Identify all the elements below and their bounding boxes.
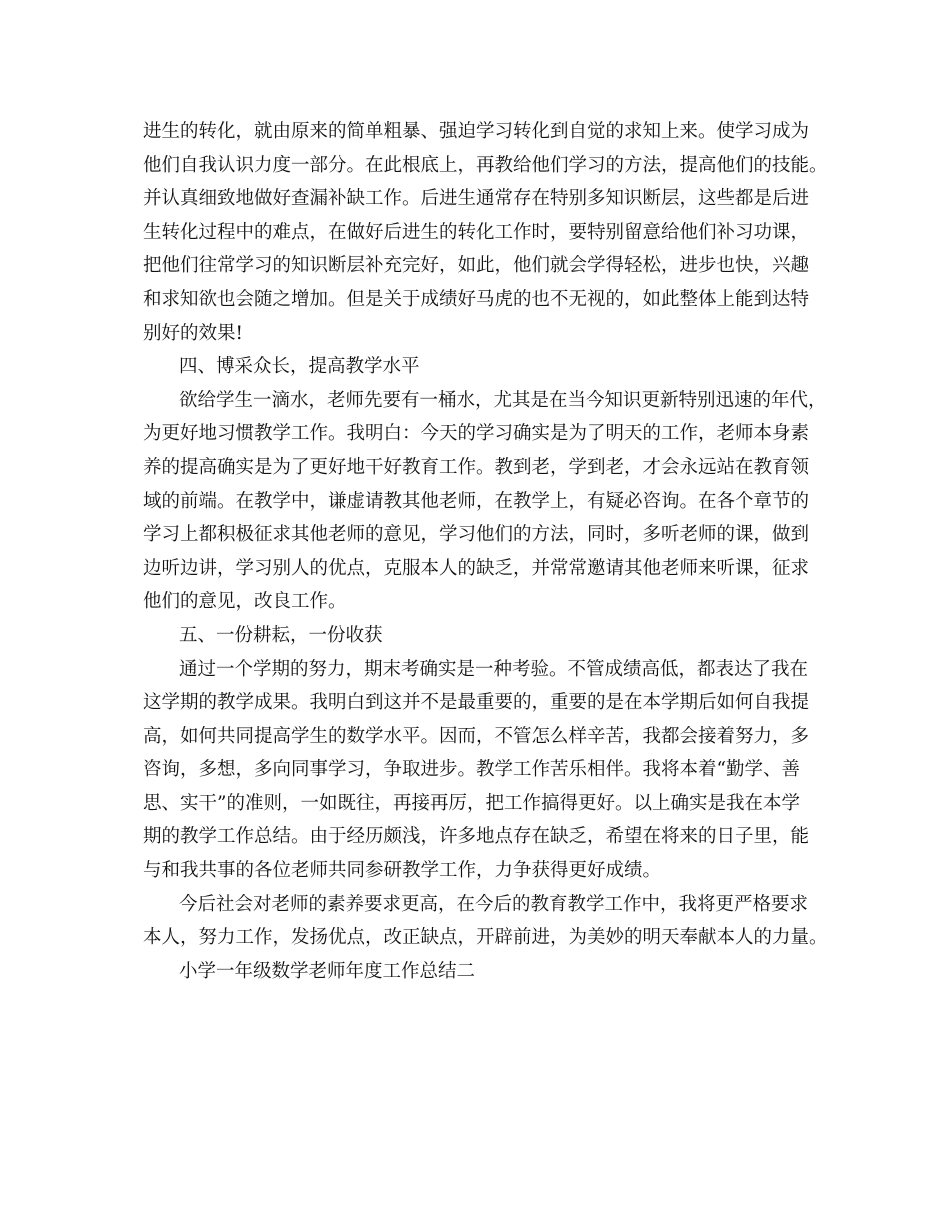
section-heading-5: 五、一份耕耘，一份收获 <box>179 624 383 646</box>
text-line: 和求知欲也会随之增加。但是关于成绩好马虎的也不无视的，如此整体上能到达特 <box>143 288 810 310</box>
text-line: 边听边讲，学习别人的优点，克服本人的缺乏，并常常邀请其他老师来听课，征求 <box>143 557 810 579</box>
text-line: 咨询，多想，多向同事学习，争取进步。教学工作苦乐相伴。我将本着“勤学、善 <box>143 759 800 781</box>
text-line: 高，如何共同提高学生的数学水平。因而，不管怎么样辛苦，我都会接着努力，多 <box>143 725 810 747</box>
text-line: 本人，努力工作，发扬优点，改正缺点，开辟前进，为美妙的明天奉献本人的力量。 <box>143 927 828 949</box>
text-line: 养的提高确实是为了更好地干好教育工作。教到老，学到老，才会永远站在教育领 <box>143 456 810 478</box>
section-title: 小学一年级数学老师年度工作总结二 <box>179 960 476 982</box>
text-line: 这学期的教学成果。我明白到这并不是最重要的，重要的是在本学期后如何自我提 <box>143 692 810 714</box>
text-line: 他们自我认识力度一部分。在此根底上，再教给他们学习的方法，提高他们的技能。 <box>143 154 828 176</box>
text-line: 学习上都积极征求其他老师的意见，学习他们的方法，同时，多听老师的课，做到 <box>143 524 810 546</box>
text-line: 通过一个学期的努力，期末考确实是一种考验。不管成绩高低，都表达了我在 <box>179 658 809 680</box>
text-line: 把他们往常学习的知识断层补充完好，如此，他们就会学得轻松，进步也快，兴趣 <box>143 255 810 277</box>
text-line: 生转化过程中的难点，在做好后进生的转化工作时，要特别留意给他们补习功课， <box>143 221 810 243</box>
document-body <box>143 115 828 988</box>
section-heading-4: 四、博采众长，提高教学水平 <box>179 356 420 378</box>
text-line: 为更好地习惯教学工作。我明白：今天的学习确实是为了明天的工作，老师本身素 <box>143 423 810 445</box>
text-line: 与和我共事的各位老师共同参研教学工作，力争获得更好成绩。 <box>143 860 662 882</box>
text-line: 并认真细致地做好查漏补缺工作。后进生通常存在特别多知识断层，这些都是后进 <box>143 188 810 210</box>
text-line: 思、实干”的准则，一如既往，再接再厉，把工作搞得更好。以上确实是我在本学 <box>143 792 800 814</box>
text-line: 进生的转化，就由原来的简单粗暴、强迫学习转化到自觉的求知上来。使学习成为 <box>143 121 810 142</box>
text-line: 域的前端。在教学中，谦虚请教其他老师，在教学上，有疑必咨询。在各个章节的 <box>143 490 810 512</box>
text-line: 期的教学工作总结。由于经历颇浅，许多地点存在缺乏，希望在将来的日子里，能 <box>143 826 810 848</box>
text-line: 别好的效果! <box>143 322 243 344</box>
text-line: 他们的意见，改良工作。 <box>143 591 347 613</box>
text-line: 欲给学生一滴水，老师先要有一桶水，尤其是在当今知识更新特别迅速的年代， <box>179 389 827 411</box>
text-line: 今后社会对老师的素养要求更高，在今后的教育教学工作中，我将更严格要求 <box>179 893 809 915</box>
